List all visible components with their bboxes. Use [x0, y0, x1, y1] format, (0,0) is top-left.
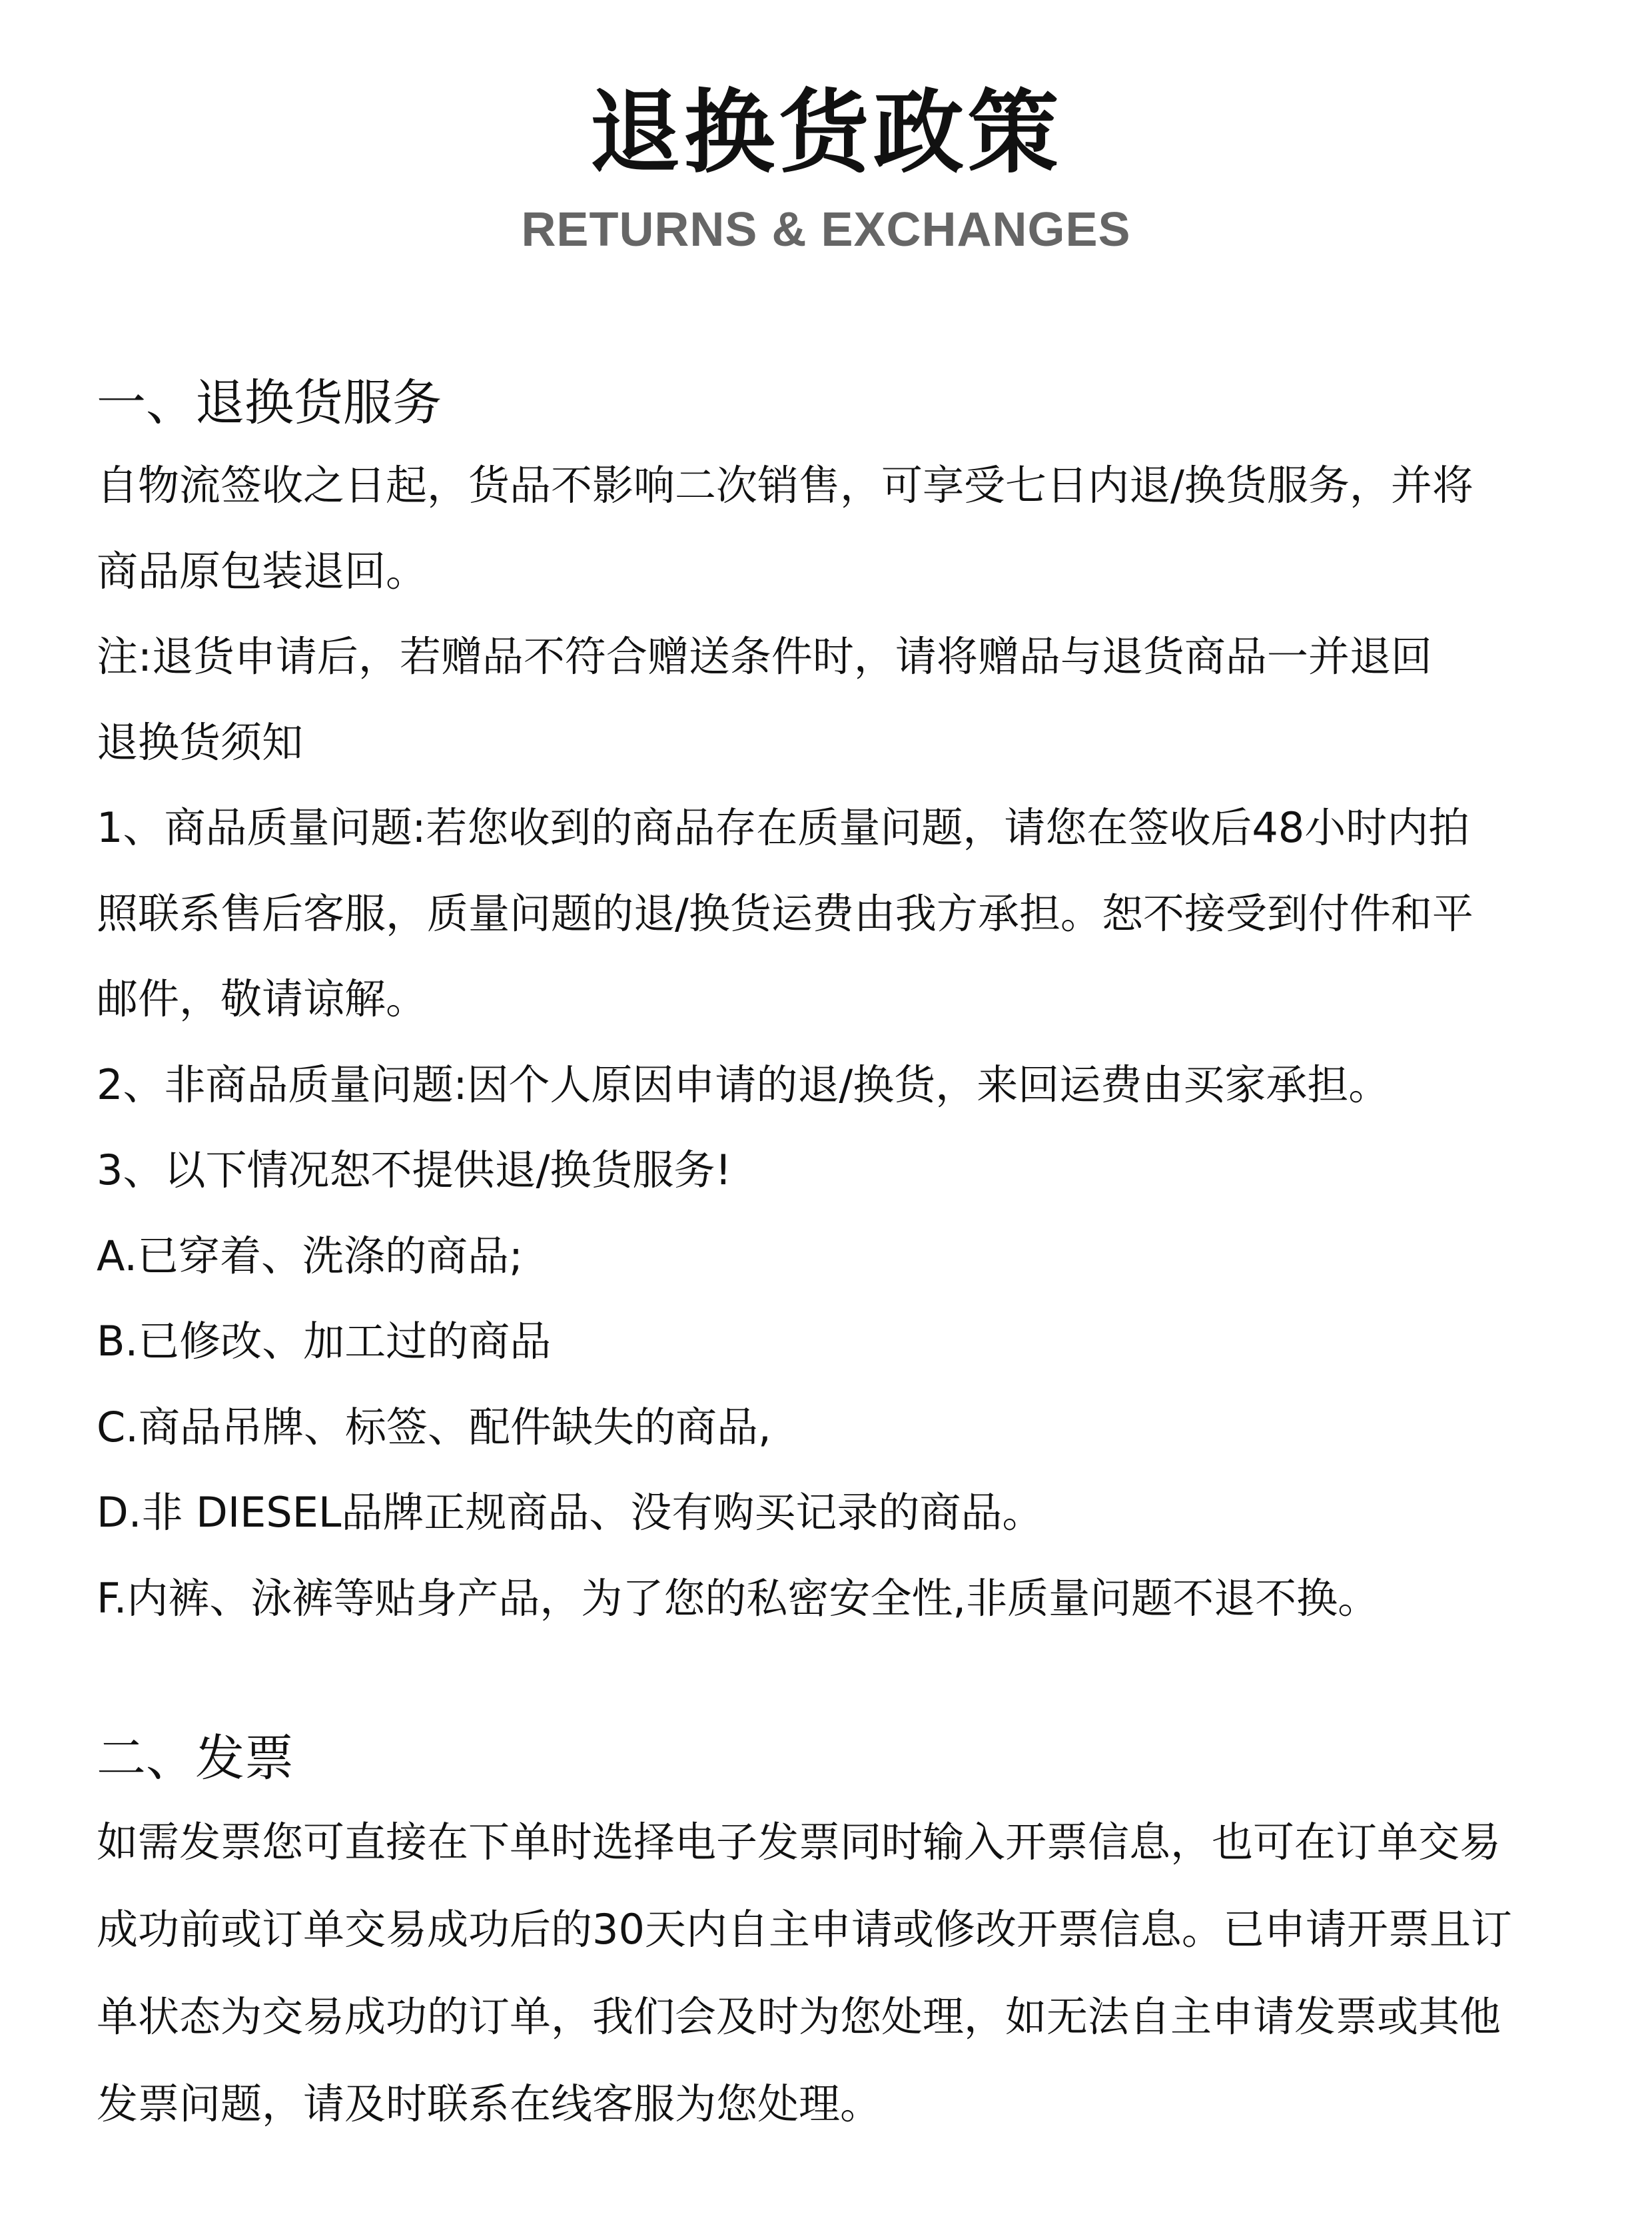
- paragraph-line: 如需发票您可直接在下单时选择电子发票同时输入开票信息，也可在订单交易: [97, 1818, 1501, 1866]
- paragraph-line: D.非 DIESEL品牌正规商品、没有购买记录的商品。: [97, 1488, 1044, 1537]
- paragraph-line: F.内裤、泳裤等贴身产品，为了您的私密安全性,非质量问题不退不换。: [97, 1573, 1380, 1623]
- page-title: 退换货政策: [590, 81, 1062, 186]
- paragraph-line: 单状态为交易成功的订单，我们会及时为您处理，如无法自主申请发票或其他: [97, 1992, 1501, 2041]
- section-body: [97, 443, 1562, 1641]
- section-invoice: [97, 1718, 1562, 2147]
- page-subtitle: RETURNS & EXCHANGES: [521, 203, 1131, 256]
- paragraph-line: 3、以下情况恕不提供退/换货服务!: [97, 1146, 732, 1194]
- paragraph-line: 发票问题，请及时联系在线客服为您处理。: [97, 2079, 882, 2128]
- paragraph-line: 商品原包装退回。: [97, 546, 428, 595]
- section-body: [97, 1798, 1562, 2147]
- paragraph-line: 邮件，敬请谅解。: [97, 974, 428, 1023]
- paragraph-line: B.已修改、加工过的商品: [97, 1317, 552, 1365]
- paragraph-line: 自物流签收之日起，货品不影响二次销售，可享受七日内退/换货服务，并将: [97, 461, 1473, 510]
- paragraph-line: 注:退货申请后，若赠品不符合赠送条件时，请将赠品与退货商品一并退回: [97, 632, 1432, 681]
- paragraph-line: 照联系售后客服，质量问题的退/换货运费由我方承担。恕不接受到付件和平: [97, 889, 1473, 938]
- section-heading: 一、退换货服务: [97, 374, 442, 432]
- paragraph-line: 成功前或订单交易成功后的30天内自主申请或修改开票信息。已申请开票且订: [97, 1905, 1512, 1954]
- paragraph-line: C.商品吊牌、标签、配件缺失的商品,: [97, 1402, 771, 1451]
- paragraph-line: A.已穿着、洗涤的商品;: [97, 1231, 523, 1280]
- paragraph-line: 2、非商品质量问题:因个人原因申请的退/换货，来回运费由买家承担。: [97, 1060, 1390, 1109]
- section-returns: [97, 363, 1562, 1641]
- paragraph-line: 1、商品质量问题:若您收到的商品存在质量问题，请您在签收后48小时内拍: [97, 803, 1470, 852]
- paragraph-line: 退换货须知: [97, 717, 304, 767]
- section-heading: 二、发票: [97, 1730, 294, 1787]
